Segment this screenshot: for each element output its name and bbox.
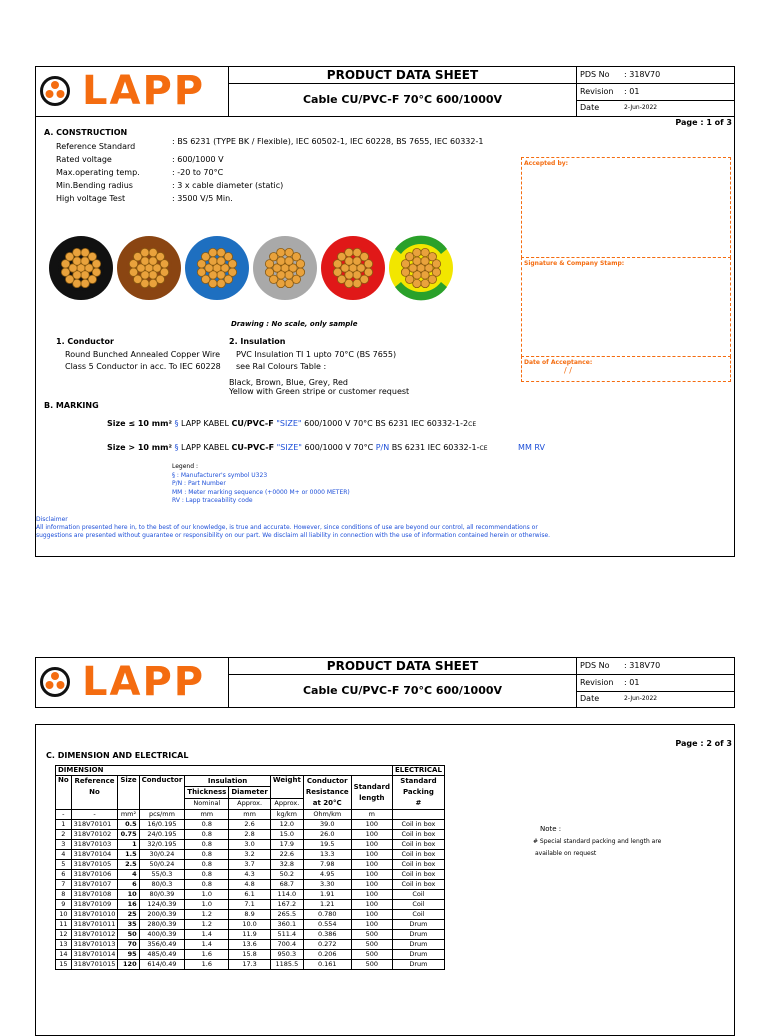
table-row <box>56 900 450 910</box>
col-no: No <box>56 776 72 810</box>
table-cell: 68.7 <box>270 880 303 890</box>
ce-mark: CE <box>479 445 488 452</box>
unit-cell: mm <box>229 810 271 820</box>
table-cell: 318V701014 <box>71 950 118 960</box>
table-cell: 17.9 <box>270 840 303 850</box>
table-cell: 500 <box>351 950 392 960</box>
legend-item: P/N : Part Number <box>172 480 226 487</box>
table-cell: 13.6 <box>229 940 271 950</box>
table-cell: 500 <box>351 930 392 940</box>
construction-key: Rated voltage <box>56 155 112 164</box>
cable-section <box>389 236 453 301</box>
table-cell: 80/0.3 <box>139 880 185 890</box>
drawing-note: Drawing : No scale, only sample <box>231 320 358 328</box>
table-cell: 318V70106 <box>71 870 118 880</box>
note-line1: # Special standard packing and length are <box>533 838 662 845</box>
table-cell: 1.2 <box>185 910 229 920</box>
brand-name: LAPP <box>82 68 206 114</box>
table-cell: Coil in box <box>392 880 444 890</box>
table-cell: 0.554 <box>303 920 351 930</box>
table-cell: Coil in box <box>392 830 444 840</box>
cable-section <box>321 236 385 300</box>
table-cell: 318V701013 <box>71 940 118 950</box>
doc-meta <box>577 658 734 707</box>
table-cell: 26.0 <box>303 830 351 840</box>
date-label: Date <box>580 694 600 703</box>
legend-item: RV : Lapp traceability code <box>172 497 253 504</box>
page2-header <box>35 657 735 708</box>
rev-label: Revision <box>580 87 614 96</box>
table-cell: 318V70104 <box>71 850 118 860</box>
unit-cell <box>392 810 444 820</box>
page-number: Page : 1 of 3 <box>675 118 732 127</box>
pds-label: PDS No <box>580 661 610 670</box>
table-cell: Coil in box <box>392 850 444 860</box>
table-cell: 12.0 <box>270 820 303 830</box>
units-row <box>56 810 450 820</box>
table-cell: 3 <box>56 840 72 850</box>
table-cell: Coil in box <box>392 860 444 870</box>
unit-cell: mm² <box>118 810 139 820</box>
brand-name: LAPP <box>82 659 206 705</box>
table-cell: 318V701010 <box>71 910 118 920</box>
table-cell: 318V70102 <box>71 830 118 840</box>
dimension-table <box>55 765 450 970</box>
legend-item: § : Manufacturer's symbol U323 <box>172 471 268 479</box>
table-cell: 950.3 <box>270 950 303 960</box>
table-cell: 3.7 <box>229 860 271 870</box>
table-cell: 80/0.39 <box>139 890 185 900</box>
table-cell: 318V70109 <box>71 900 118 910</box>
table-cell: 0.8 <box>185 820 229 830</box>
table-cell: 280/0.39 <box>139 920 185 930</box>
signature-box <box>521 257 731 357</box>
page1-header <box>35 66 735 117</box>
date-value: 2-Jun-2022 <box>624 695 658 702</box>
table-cell: 32.8 <box>270 860 303 870</box>
legend <box>172 463 350 506</box>
table-cell: 4 <box>118 870 139 880</box>
table-cell: 2.5 <box>118 860 139 870</box>
type-small: CU/PVC-F <box>231 419 274 428</box>
table-cell: 13 <box>56 940 72 950</box>
table-cell: 100 <box>351 830 392 840</box>
marking-small-label: Size ≤ 10 mm² <box>107 419 172 428</box>
col-weight: Weight <box>270 776 303 799</box>
col-resistance: Conductor Resistance at 20°C <box>303 776 351 810</box>
table-row <box>56 950 450 960</box>
table-cell: 10 <box>56 910 72 920</box>
table-cell: 12 <box>56 930 72 940</box>
unit-cell: mm <box>185 810 229 820</box>
doc-subtitle: Cable CU/PVC-F 70°C 600/1000V <box>302 684 503 697</box>
table-cell: 100 <box>351 840 392 850</box>
table-cell: 5 <box>56 860 72 870</box>
construction-value: : BS 6231 (TYPE BK / Flexible), IEC 60502-1, IEC 60228, BS 7655, IEC 60332-1 <box>172 137 484 146</box>
table-cell: 55/0.3 <box>139 870 185 880</box>
table-row <box>56 910 450 920</box>
table-cell: Drum <box>392 960 444 970</box>
page1-body <box>35 115 735 557</box>
table-cell: 0.161 <box>303 960 351 970</box>
ce-mark: CE <box>468 421 477 428</box>
doc-subtitle: Cable CU/PVC-F 70°C 600/1000V <box>302 93 503 106</box>
table-cell: 614/0.49 <box>139 960 185 970</box>
doc-title: PRODUCT DATA SHEET <box>229 67 576 84</box>
table-cell: 0.8 <box>185 880 229 890</box>
table-cell: 6 <box>118 880 139 890</box>
table-cell: 1 <box>56 820 72 830</box>
table-cell: 1.91 <box>303 890 351 900</box>
table-cell: 0.780 <box>303 910 351 920</box>
table-cell: 100 <box>351 820 392 830</box>
dimension-group: DIMENSION <box>56 766 393 776</box>
table-cell: 16 <box>118 900 139 910</box>
table-cell: 1.0 <box>185 900 229 910</box>
table-cell: 0.8 <box>185 860 229 870</box>
electrical-group: ELECTRICAL <box>392 766 444 776</box>
table-cell: Drum <box>392 930 444 940</box>
marking-small-rest: 600/1000 V 70°C BS 6231 IEC 60332-1-2 <box>304 419 469 428</box>
table-row <box>56 880 450 890</box>
table-cell: 4.8 <box>229 880 271 890</box>
table-cell: 10.0 <box>229 920 271 930</box>
table-cell: Drum <box>392 920 444 930</box>
table-cell: 100 <box>351 860 392 870</box>
table-cell: 0.8 <box>185 840 229 850</box>
construction-value: : 3500 V/5 Min. <box>172 194 233 203</box>
unit-cell: Ohm/km <box>303 810 351 820</box>
table-cell: 318V701011 <box>71 920 118 930</box>
lapp-logo-icon <box>40 667 70 697</box>
table-cell: 2 <box>56 830 72 840</box>
table-cell: 3.2 <box>229 850 271 860</box>
col-conductor: Conductor <box>139 776 185 810</box>
table-cell: 8.9 <box>229 910 271 920</box>
construction-heading: A. CONSTRUCTION <box>44 128 128 137</box>
conductor-line1: Round Bunched Annealed Copper Wire <box>65 350 221 359</box>
table-cell: Coil <box>392 910 444 920</box>
conductor-heading: 1. Conductor <box>56 337 114 346</box>
table-cell: 10 <box>118 890 139 900</box>
legend-item: MM : Meter marking sequence (+0000 M+ or 0000 METER) <box>172 488 350 496</box>
table-cell: 400/0.39 <box>139 930 185 940</box>
table-cell: 1.0 <box>185 890 229 900</box>
table-cell: 0.75 <box>118 830 139 840</box>
table-cell: 2.6 <box>229 820 271 830</box>
table-cell: 200/0.39 <box>139 910 185 920</box>
table-cell: 0.8 <box>185 830 229 840</box>
construction-key: Reference Standard <box>56 142 136 151</box>
table-cell: 500 <box>351 960 392 970</box>
table-cell: 100 <box>351 870 392 880</box>
table-cell: Coil <box>392 900 444 910</box>
table-cell: 356/0.49 <box>139 940 185 950</box>
table-cell: 9 <box>56 900 72 910</box>
table-cell: 15.0 <box>270 830 303 840</box>
table-row <box>56 940 450 950</box>
disclaimer <box>36 516 561 540</box>
pds-label: PDS No <box>580 70 610 79</box>
table-cell: 1 <box>118 840 139 850</box>
table-cell: Coil in box <box>392 870 444 880</box>
cable-section <box>117 236 181 300</box>
rev-value: : 01 <box>624 678 640 687</box>
table-cell: 1.4 <box>185 930 229 940</box>
table-cell: Coil <box>392 890 444 900</box>
table-cell: 124/0.39 <box>139 900 185 910</box>
construction-key: Min.Bending radius <box>56 181 133 190</box>
insulation-line3: Black, Brown, Blue, Grey, Red <box>229 378 348 387</box>
cable-section <box>253 236 317 300</box>
construction-key: High voltage Test <box>56 194 126 203</box>
table-cell: 3.30 <box>303 880 351 890</box>
size-placeholder: "SIZE" <box>276 443 302 452</box>
col-ref: Reference No <box>71 776 118 810</box>
table-cell: 19.5 <box>303 840 351 850</box>
table-cell: 4 <box>56 850 72 860</box>
date-slashes: / / <box>564 366 572 375</box>
table-cell: 318V70107 <box>71 880 118 890</box>
table-cell: 16/0.195 <box>139 820 185 830</box>
lapp-logo-icon <box>40 76 70 106</box>
table-cell: 500 <box>351 940 392 950</box>
table-cell: 0.206 <box>303 950 351 960</box>
table-cell: 70 <box>118 940 139 950</box>
date-acceptance-label: Date of Acceptance: <box>524 359 593 366</box>
table-row <box>56 830 450 840</box>
table-cell: 6.1 <box>229 890 271 900</box>
note-title: Note : <box>540 825 562 833</box>
pds-value: : 318V70 <box>624 70 661 79</box>
insulation-line1: PVC Insulation TI 1 upto 70°C (BS 7655) <box>236 350 397 359</box>
table-cell: 11 <box>56 920 72 930</box>
table-cell: 318V701015 <box>71 960 118 970</box>
col-std-packing: Standard Packing # <box>392 776 444 810</box>
cable-cross-sections <box>44 227 464 309</box>
table-cell: 15 <box>56 960 72 970</box>
table-cell: 120 <box>118 960 139 970</box>
col-size: Size <box>118 776 139 810</box>
table-cell: 1185.5 <box>270 960 303 970</box>
table-cell: 50/0.24 <box>139 860 185 870</box>
table-cell: 14 <box>56 950 72 960</box>
table-cell: 1.2 <box>185 920 229 930</box>
table-cell: 0.8 <box>185 850 229 860</box>
table-cell: 8 <box>56 890 72 900</box>
table-row <box>56 860 450 870</box>
table-cell: 0.5 <box>118 820 139 830</box>
col-std-length: Standard length <box>351 776 392 810</box>
table-cell: 4.95 <box>303 870 351 880</box>
construction-value: : 3 x cable diameter (static) <box>172 181 284 190</box>
page-number: Page : 2 of 3 <box>675 739 732 748</box>
col-diameter: Diameter <box>229 787 271 798</box>
conductor-line2: Class 5 Conductor in acc. To IEC 60228 <box>65 362 221 371</box>
page2-body <box>35 724 735 1036</box>
table-cell: 13.3 <box>303 850 351 860</box>
manufacturer-symbol: § <box>174 419 179 428</box>
table-cell: 22.6 <box>270 850 303 860</box>
insulation-heading: 2. Insulation <box>229 337 286 346</box>
table-cell: 39.0 <box>303 820 351 830</box>
cable-section <box>49 236 113 300</box>
construction-value: : -20 to 70°C <box>172 168 224 177</box>
table-cell: 1.5 <box>118 850 139 860</box>
table-row <box>56 960 450 970</box>
rev-label: Revision <box>580 678 614 687</box>
table-cell: Drum <box>392 950 444 960</box>
col-nominal: Nominal <box>185 798 229 809</box>
part-number-code: P/N <box>375 443 390 452</box>
table-cell: 1.4 <box>185 940 229 950</box>
doc-title: PRODUCT DATA SHEET <box>229 658 576 675</box>
marking-small <box>107 419 476 428</box>
accepted-by-label: Accepted by: <box>524 160 569 167</box>
disclaimer-title: Disclaimer <box>36 516 68 523</box>
date-acceptance-box <box>521 356 731 382</box>
col-thickness: Thickness <box>185 787 229 798</box>
manufacturer-symbol: § <box>174 443 179 452</box>
unit-cell: kg/km <box>270 810 303 820</box>
size-placeholder: "SIZE" <box>276 419 302 428</box>
table-cell: 4.3 <box>229 870 271 880</box>
table-cell: 167.2 <box>270 900 303 910</box>
table-cell: 1.21 <box>303 900 351 910</box>
disclaimer-text: All information presented here in, to the best of our knowledge, is true and accurate. However, since conditions of use are beyond our control, all recommendations or suggestions are presented without guarantee or responsibility on our part. We disclaim all liability in connection with the use of information contained herein or otherwise. <box>36 524 551 539</box>
table-row <box>56 890 450 900</box>
table-cell: 7 <box>56 880 72 890</box>
marking-large <box>107 443 545 452</box>
table-cell: 1.6 <box>185 960 229 970</box>
unit-cell: m <box>351 810 392 820</box>
col-approx: Approx. <box>229 798 271 809</box>
table-cell: 318V70105 <box>71 860 118 870</box>
table-cell: 100 <box>351 910 392 920</box>
table-cell: 15.8 <box>229 950 271 960</box>
marking-heading: B. MARKING <box>44 401 99 410</box>
note-line2: available on request <box>535 850 597 857</box>
table-cell: 1.6 <box>185 950 229 960</box>
logo <box>36 658 229 707</box>
table-row <box>56 920 450 930</box>
insulation-line4: Yellow with Green stripe or customer request <box>229 387 410 396</box>
cable-section <box>185 236 249 300</box>
table-cell: 265.5 <box>270 910 303 920</box>
doc-meta <box>577 67 734 116</box>
table-cell: 100 <box>351 850 392 860</box>
table-cell: 360.1 <box>270 920 303 930</box>
table-row <box>56 930 450 940</box>
table-cell: 50 <box>118 930 139 940</box>
table-cell: 3.0 <box>229 840 271 850</box>
table-cell: 100 <box>351 920 392 930</box>
table-cell: Coil in box <box>392 840 444 850</box>
table-cell: Drum <box>392 940 444 950</box>
table-cell: 100 <box>351 890 392 900</box>
table-cell: 32/0.195 <box>139 840 185 850</box>
col-insulation: Insulation <box>185 776 271 787</box>
marking-large-label: Size > 10 mm² <box>107 443 172 452</box>
unit-cell: - <box>71 810 118 820</box>
table-cell: 25 <box>118 910 139 920</box>
signature-label: Signature & Company Stamp: <box>524 260 625 267</box>
pds-value: : 318V70 <box>624 661 661 670</box>
table-cell: 318V701012 <box>71 930 118 940</box>
table-cell: 511.4 <box>270 930 303 940</box>
table-cell: 318V70108 <box>71 890 118 900</box>
table-cell: 0.386 <box>303 930 351 940</box>
table-row <box>56 820 450 830</box>
table-cell: 7.98 <box>303 860 351 870</box>
table-cell: 0.272 <box>303 940 351 950</box>
type-large: CU-PVC-F <box>231 443 275 452</box>
table-cell: 114.0 <box>270 890 303 900</box>
table-cell: 100 <box>351 900 392 910</box>
table-cell: 30/0.24 <box>139 850 185 860</box>
table-cell: 0.8 <box>185 870 229 880</box>
lapp-kabel: LAPP KABEL <box>181 443 229 452</box>
table-cell: 2.8 <box>229 830 271 840</box>
unit-cell: - <box>56 810 72 820</box>
table-cell: 11.9 <box>229 930 271 940</box>
dimension-heading: C. DIMENSION AND ELECTRICAL <box>46 751 189 760</box>
rev-value: : 01 <box>624 87 640 96</box>
date-value: 2-Jun-2022 <box>624 104 658 111</box>
table-cell: 100 <box>351 880 392 890</box>
table-cell: 6 <box>56 870 72 880</box>
table-cell: 35 <box>118 920 139 930</box>
table-cell: 700.4 <box>270 940 303 950</box>
insulation-line2: see Ral Colours Table : <box>236 362 327 371</box>
table-cell: 318V70101 <box>71 820 118 830</box>
date-label: Date <box>580 103 600 112</box>
construction-value: : 600/1000 V <box>172 155 224 164</box>
table-row <box>56 870 450 880</box>
logo <box>36 67 229 116</box>
table-cell: 17.3 <box>229 960 271 970</box>
table-row <box>56 840 450 850</box>
table-cell: Coil in box <box>392 820 444 830</box>
table-cell: 95 <box>118 950 139 960</box>
accepted-by-box <box>521 157 731 258</box>
col-approx2: Approx. <box>270 798 303 809</box>
table-cell: 485/0.49 <box>139 950 185 960</box>
construction-key: Max.operating temp. <box>56 168 140 177</box>
marking-large-mid: 600/1000 V 70°C <box>304 443 374 452</box>
table-row <box>56 850 450 860</box>
legend-title: Legend : <box>172 463 198 470</box>
table-cell: 318V70103 <box>71 840 118 850</box>
mm-rv-code: MM RV <box>518 443 545 452</box>
unit-cell: pcs/mm <box>139 810 185 820</box>
table-cell: 50.2 <box>270 870 303 880</box>
lapp-kabel: LAPP KABEL <box>181 419 229 428</box>
table-cell: 7.1 <box>229 900 271 910</box>
marking-large-rest: BS 6231 IEC 60332-1- <box>391 443 480 452</box>
table-cell: 24/0.195 <box>139 830 185 840</box>
